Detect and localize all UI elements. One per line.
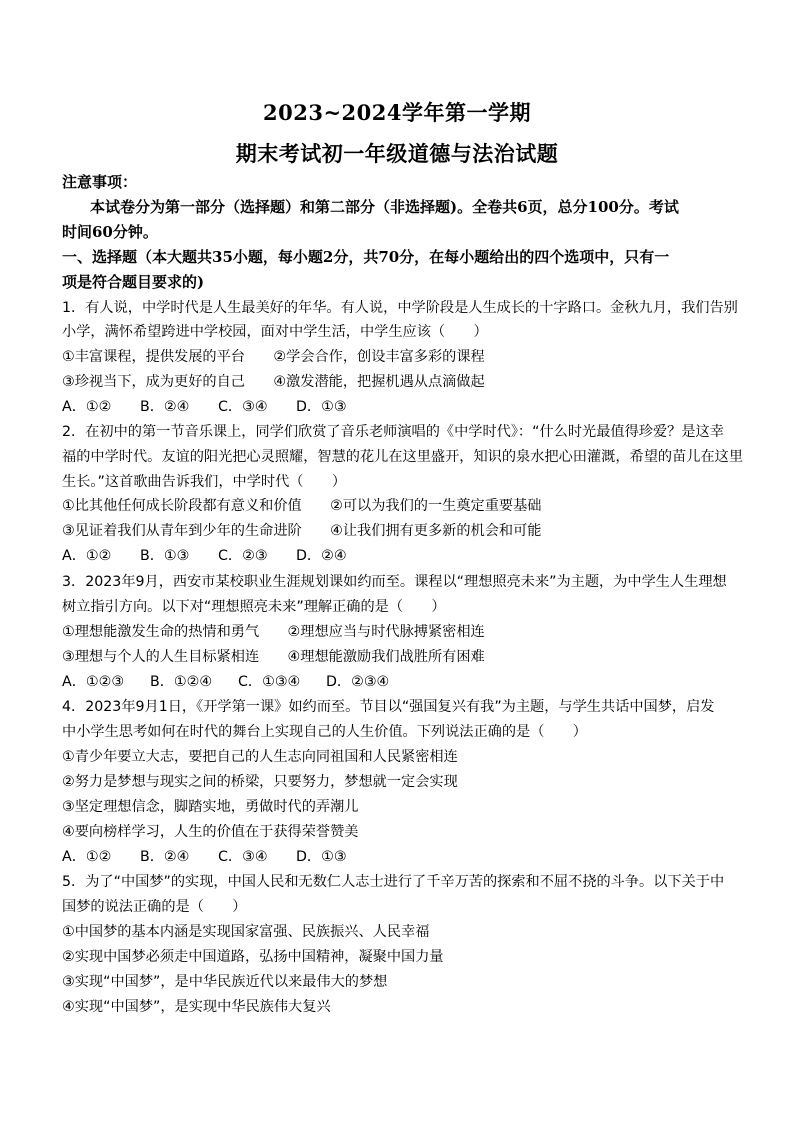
notice-heading: 注意事项： xyxy=(62,173,138,191)
question-2-stem: 生长。”这首歌曲告诉我们，中学时代（ ） xyxy=(62,474,347,490)
question-5-stem: 5．为了“中国梦”的实现，中国人民和无数仁人志士进行了千辛万苦的探索和不屈不挠的斗争。以下关于中 xyxy=(62,874,725,890)
question-3-item: ①理想能激发生命的热情和勇气 ②理想应当与时代脉搏紧密相连 xyxy=(62,624,485,640)
question-5-item: ②实现中国梦必须走中国道路，弘扬中国精神，凝聚中国力量 xyxy=(62,949,444,965)
choice-c: C．③④ xyxy=(218,849,268,865)
question-3-choices xyxy=(62,672,734,692)
question-3-stem: 树立指引方向。以下对“理想照亮未来”理解正确的是（ ） xyxy=(62,599,446,615)
choice-b: B．①②④ xyxy=(150,674,213,690)
choice-c: C．①③④ xyxy=(238,674,301,690)
notice-text-line: 时间60分钟。 xyxy=(62,223,158,241)
exam-title-subject: 期末考试初一年级道德与法治试题 xyxy=(235,141,559,166)
question-2-choices xyxy=(62,546,734,566)
question-1-stem: 1．有人说，中学时代是人生最美好的年华。有人说，中学阶段是人生成长的十字路口。金秋九月，我们告别 xyxy=(62,300,738,316)
question-4-stem: 中小学生思考如何在时代的舞台上实现自己的人生价值。下列说法正确的是（ ） xyxy=(62,724,587,740)
choice-a: A．①② xyxy=(62,399,112,415)
choice-d: D．②④ xyxy=(296,548,347,564)
choice-d: D．①③ xyxy=(296,849,347,865)
section-heading: 项是符合题目要求的) xyxy=(62,273,205,291)
question-3-item: ③理想与个人的人生目标紧相连 ④理想能激励我们战胜所有困难 xyxy=(62,649,485,665)
choice-d: D．②③④ xyxy=(326,674,390,690)
choice-b: B．①③ xyxy=(140,548,190,564)
question-1-choices xyxy=(62,397,734,417)
question-2-item: ①比其他任何成长阶段都有意义和价值 ②可以为我们的一生奠定重要基础 xyxy=(62,498,542,514)
question-4-item: ④要向榜样学习，人生的价值在于获得荣誉赞美 xyxy=(62,824,359,840)
section-heading: 一、选择题（本大题共35小题，每小题2分，共70分，在每小题给出的四个选项中，只有一 xyxy=(62,248,670,266)
question-4-item: ①青少年要立大志，要把自己的人生志向同祖国和人民紧密相连 xyxy=(62,749,458,765)
choice-a: A．①② xyxy=(62,849,112,865)
choice-a: A．①② xyxy=(62,548,112,564)
question-5-item: ①中国梦的基本内涵是实现国家富强、民族振兴、人民幸福 xyxy=(62,924,430,940)
choice-c: C．②③ xyxy=(218,548,268,564)
choice-c: C．③④ xyxy=(218,399,268,415)
question-4-stem: 4．2023年9月1日，《开学第一课》如约而至。节目以“强国复兴有我”为主题，与学生共话中国梦，启发 xyxy=(62,699,715,715)
choice-b: B．②④ xyxy=(140,399,190,415)
choice-b: B．②④ xyxy=(140,849,190,865)
question-5-item: ③实现“中国梦”，是中华民族近代以来最伟大的梦想 xyxy=(62,974,388,990)
question-4-choices xyxy=(62,847,734,867)
exam-title-term: 2023~2024学年第一学期 xyxy=(263,100,531,125)
question-2-stem: 2．在初中的第一节音乐课上，同学们欣赏了音乐老师演唱的《中学时代》：“什么时光最值得珍爱？是这幸 xyxy=(62,424,724,440)
question-5-stem: 国梦的说法正确的是（ ） xyxy=(62,899,247,915)
notice-text-line: 本试卷分为第一部分（选择题）和第二部分（非选择题)。全卷共6页，总分100分。考试 xyxy=(90,198,679,216)
question-1-item: ③珍视当下，成为更好的自己 ④激发潜能，把握机遇从点滴做起 xyxy=(62,374,485,390)
choice-d: D．①③ xyxy=(296,399,347,415)
question-4-item: ②努力是梦想与现实之间的桥梁，只要努力，梦想就一定会实现 xyxy=(62,774,458,790)
question-1-stem: 小学，满怀希望跨进中学校园，面对中学生活，中学生应该（ ） xyxy=(62,324,488,340)
question-2-item: ③见证着我们从青年到少年的生命进阶 ④让我们拥有更多新的机会和可能 xyxy=(62,523,542,539)
question-3-stem: 3．2023年9月，西安市某校职业生涯规划课如约而至。课程以“理想照亮未来”为主题，为中学生人生理想 xyxy=(62,574,727,590)
question-2-stem: 福的中学时代。友谊的阳光把心灵照耀，智慧的花儿在这里盛开，知识的泉水把心田灌溉，希望的苗儿在这里 xyxy=(62,449,744,465)
question-5-item: ④实现“中国梦”，是实现中华民族伟大复兴 xyxy=(62,999,331,1015)
choice-a: A．①②③ xyxy=(62,674,125,690)
question-4-item: ③坚定理想信念，脚踏实地，勇做时代的弄潮儿 xyxy=(62,799,359,815)
question-1-item: ①丰富课程，提供发展的平台 ②学会合作，创设丰富多彩的课程 xyxy=(62,349,485,365)
